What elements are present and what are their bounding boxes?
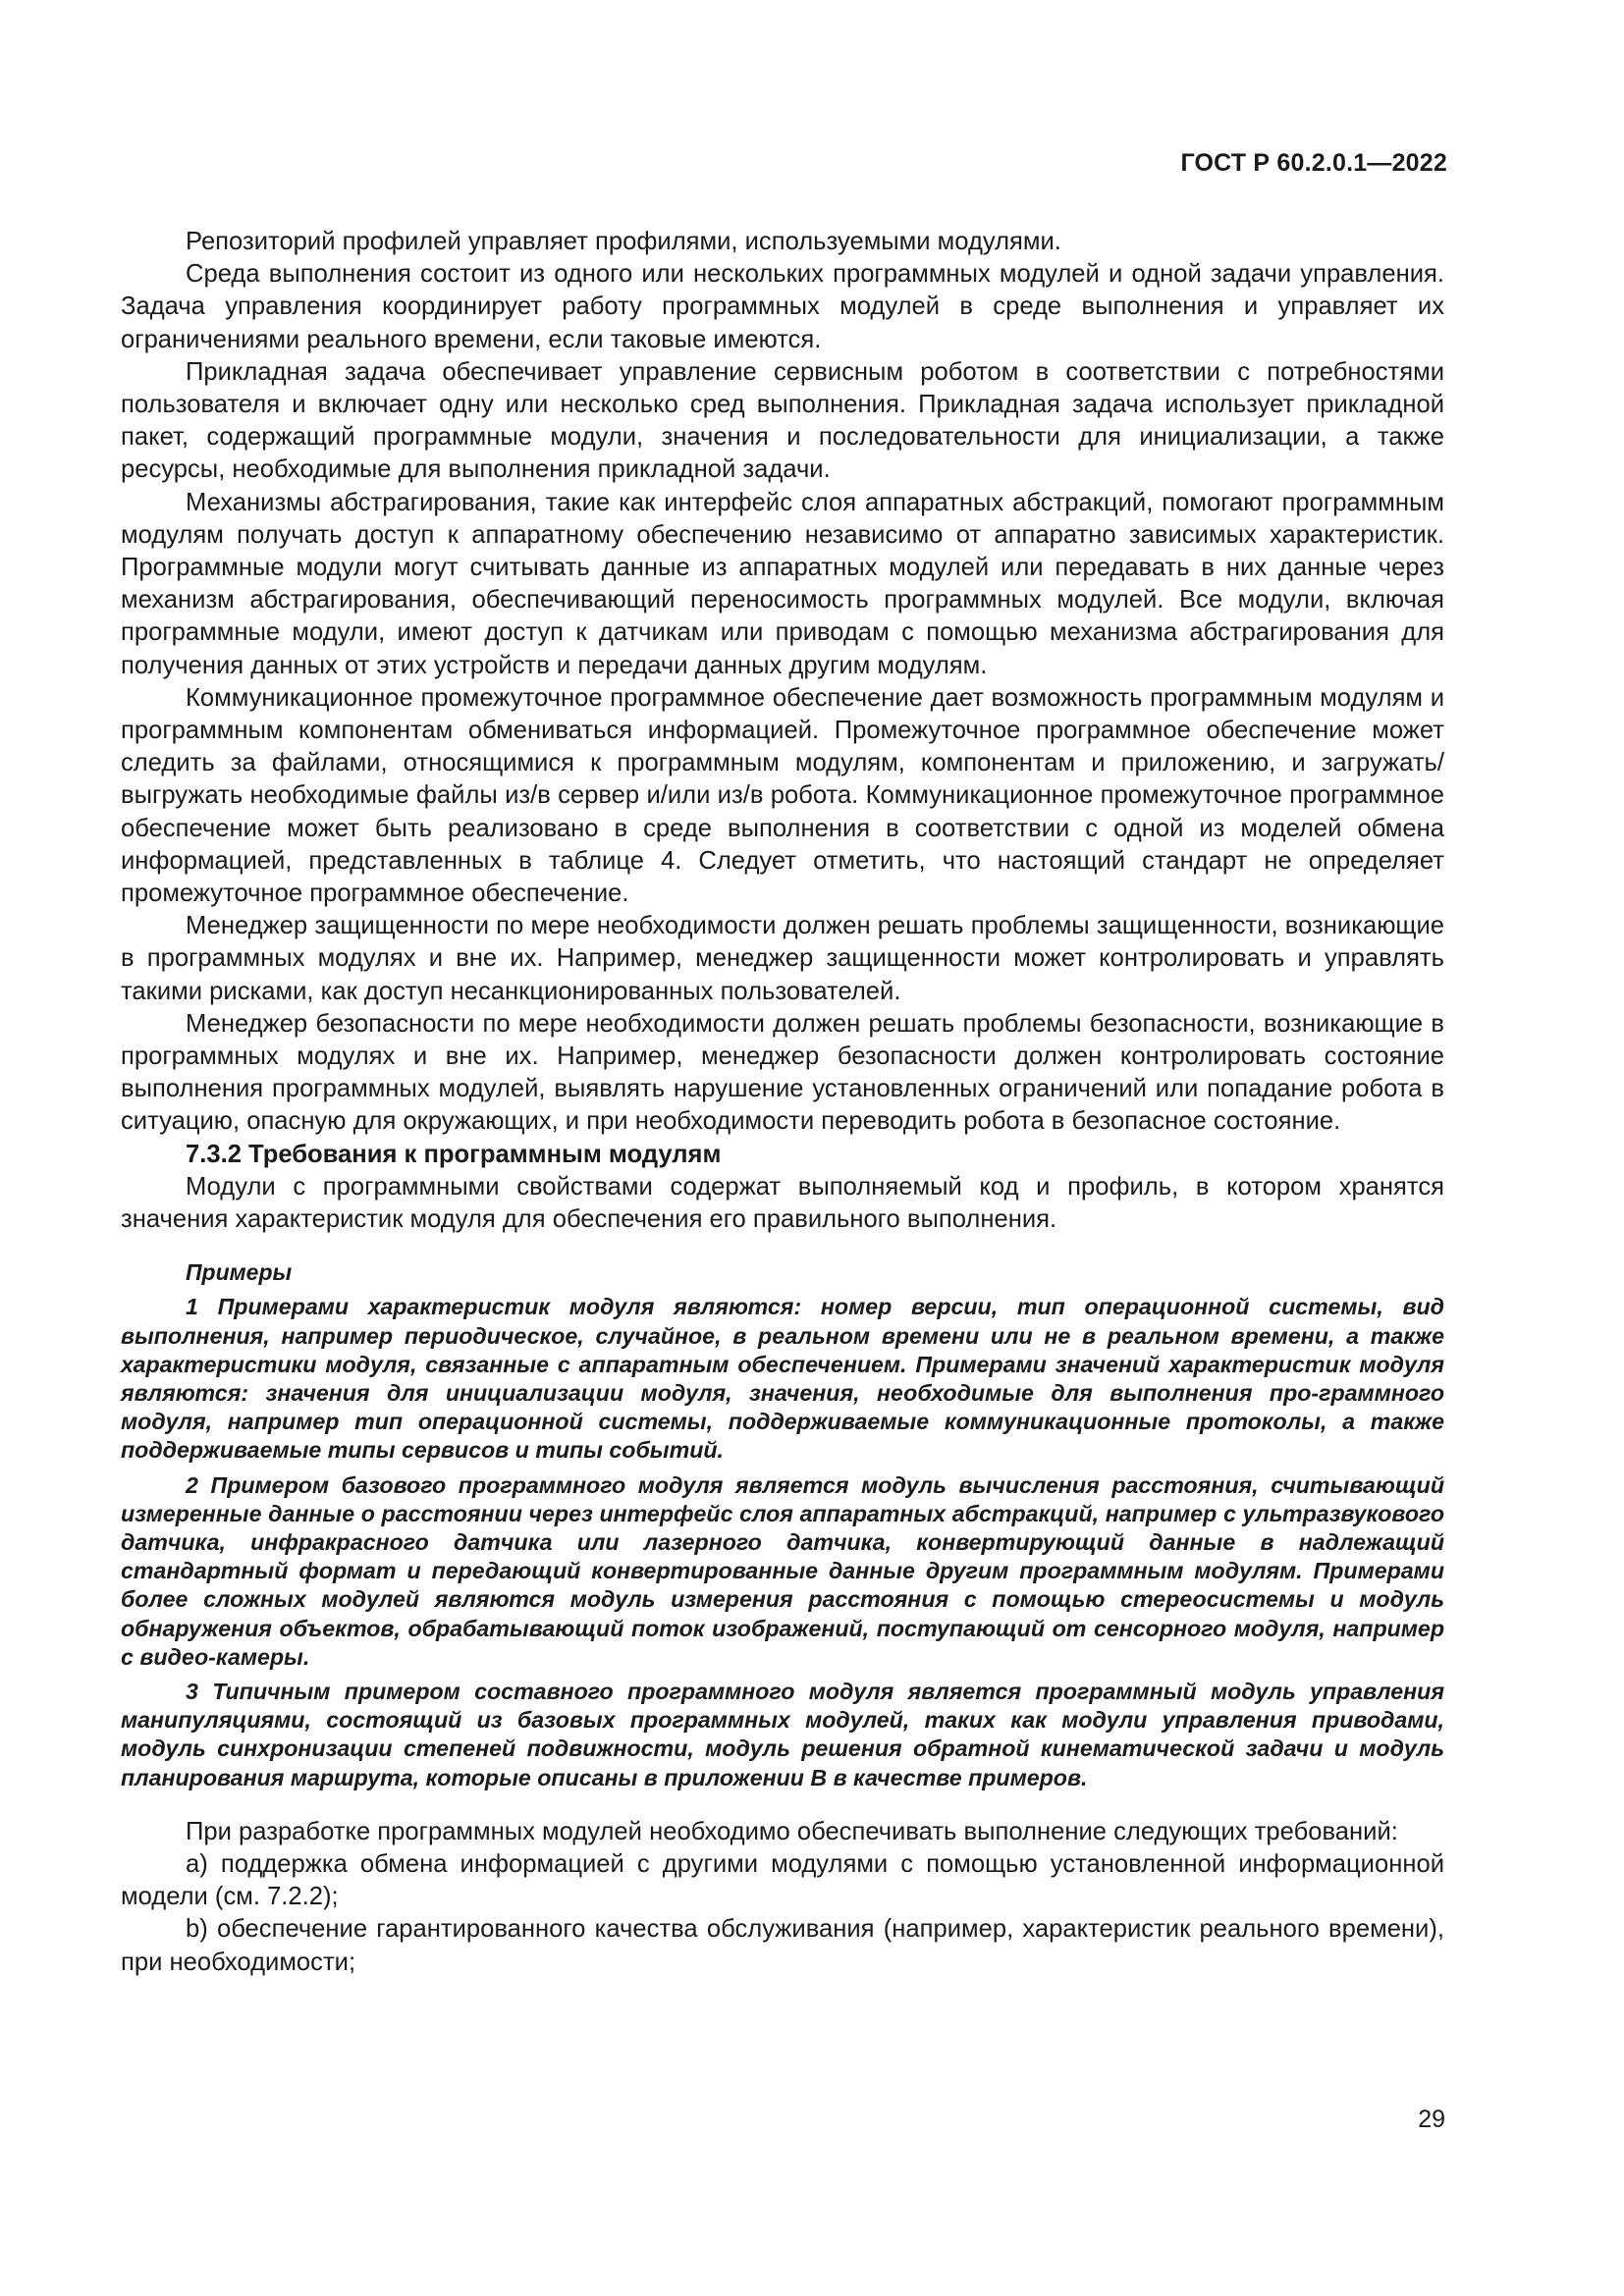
paragraph: Прикладная задача обеспечивает управление сервисным роботом в соответствии с потребностями пользователя и включает одну или несколько сред выполнения. Прикладная задача использует прикладной пакет, содержащий программные модули, значения и последовательности для инициализации, а также ресурсы, необходимые для выполнения прикладной задачи. bbox=[121, 357, 1444, 484]
paragraph: Менеджер защищенности по мере необходимости должен решать проблемы защищенности, возникающие в программных модулях и вне их. Например, менеджер защищенности может контролировать и управлять такими рисками, как доступ несанкционированных пользователей. bbox=[121, 912, 1444, 1005]
document-code-header: ГОСТ Р 60.2.0.1—2022 bbox=[1180, 149, 1447, 177]
paragraph: Репозиторий профилей управляет профилями, используемыми модулями. bbox=[186, 228, 1061, 255]
section-heading: 7.3.2 Требования к программным модулям bbox=[186, 1140, 722, 1168]
list-item: a) поддержка обмена информацией с другими модулями с помощью установленной информационной модели (см. 7.2.2); bbox=[121, 1849, 1444, 1911]
page-body bbox=[121, 226, 1444, 1979]
examples-title: Примеры bbox=[186, 1259, 293, 1286]
example-item: 2 Примером базового программного модуля является модуль вычисления расстояния, считывающий измеренные данные о расстоянии через интерфейс слоя аппаратных абстракций, например с ультразвукового датчика, инфракрасного датчика или лазерного датчика, конвертирующий данные в надлежащий стандартный формат и передающий конвертированные данные другим программным модулям. Примерами более сложных модулей являются модуль измерения расстояния с помощью стереосистемы и модуль обнаружения объектов, обрабатывающий поток изображений, поступающий от сенсорного модуля, например с видео-камеры. bbox=[121, 1471, 1444, 1670]
example-item: 1 Примерами характеристик модуля являются: номер версии, тип операционной системы, вид выполнения, например периодическое, случайное, в реальном времени или не в реальном времени, а также характеристики модуля, связанные с аппаратным обеспечением. Примерами значений характеристик модуля являются: значения для инициализации модуля, значения, необходимые для выполнения про-граммного модуля, например тип операционной системы, поддерживаемые коммуникационные протоколы, а также поддерживаемые типы сервисов и типы событий. bbox=[121, 1294, 1444, 1464]
paragraph: При разработке программных модулей необходимо обеспечивать выполнение следующих требований: bbox=[186, 1817, 1398, 1845]
paragraph: Коммуникационное промежуточное программное обеспечение дает возможность программным модулям и программным компонентам обмениваться информацией. Промежуточное программное обеспечение может следить за файлами, относящимися к программным модулям, компонентам и приложению, и загружать/выгружать необходимые файлы из/в сервер и/или из/в робота. Коммуникационное промежуточное программное обеспечение может быть реализовано в среде выполнения в соответствии с одной из моделей обмена информацией, представленных в таблице 4. Следует отметить, что настоящий стандарт не определяет промежуточное программное обеспечение. bbox=[121, 683, 1444, 908]
spacer bbox=[121, 1798, 1444, 1816]
paragraph: Среда выполнения состоит из одного или нескольких программных модулей и одной задачи управления. Задача управления координирует работу программных модулей в среде выполнения и управляет их ограничениями реального времени, если таковые имеются. bbox=[121, 260, 1444, 353]
list-item: b) обеспечение гарантированного качества обслуживания (например, характеристик реального времени), при необходимости; bbox=[121, 1915, 1444, 1976]
paragraph: Менеджер безопасности по мере необходимости должен решать проблемы безопасности, возникающие в программных модулях и вне их. Например, менеджер безопасности должен контролировать состояние выполнения программных модулей, выявлять нарушение установленных ограничений или попадание робота в ситуацию, опасную для окружающих, и при необходимости переводить робота в безопасное состояние. bbox=[121, 1009, 1444, 1136]
example-item: 3 Типичным примером составного программного модуля является программный модуль управления манипуляциями, состоящий из базовых программных модулей, таких как модули управления приводами, модуль синхронизации степеней подвижности, модуль решения обратной кинематической задачи и модуль планирования маршрута, которые описаны в приложении В в качестве примеров. bbox=[121, 1678, 1444, 1790]
paragraph: Механизмы абстрагирования, такие как интерфейс слоя аппаратных абстракций, помогают программным модулям получать доступ к аппаратному обеспечению независимо от аппаратно зависимых характеристик. Программные модули могут считывать данные из аппаратных модулей или передавать в них данные через механизм абстрагирования, обеспечивающий переносимость программных модулей. Все модули, включая программные модули, имеют доступ к датчикам или приводам с помощью механизма абстрагирования для получения данных от этих устройств и передачи данных другим модулям. bbox=[121, 488, 1444, 679]
page-number: 29 bbox=[1418, 2106, 1445, 2133]
section-intro: Модули с программными свойствами содержат выполняемый код и профиль, в котором хранятся значения характеристик модуля для обеспечения его правильного выполнения. bbox=[121, 1172, 1444, 1234]
